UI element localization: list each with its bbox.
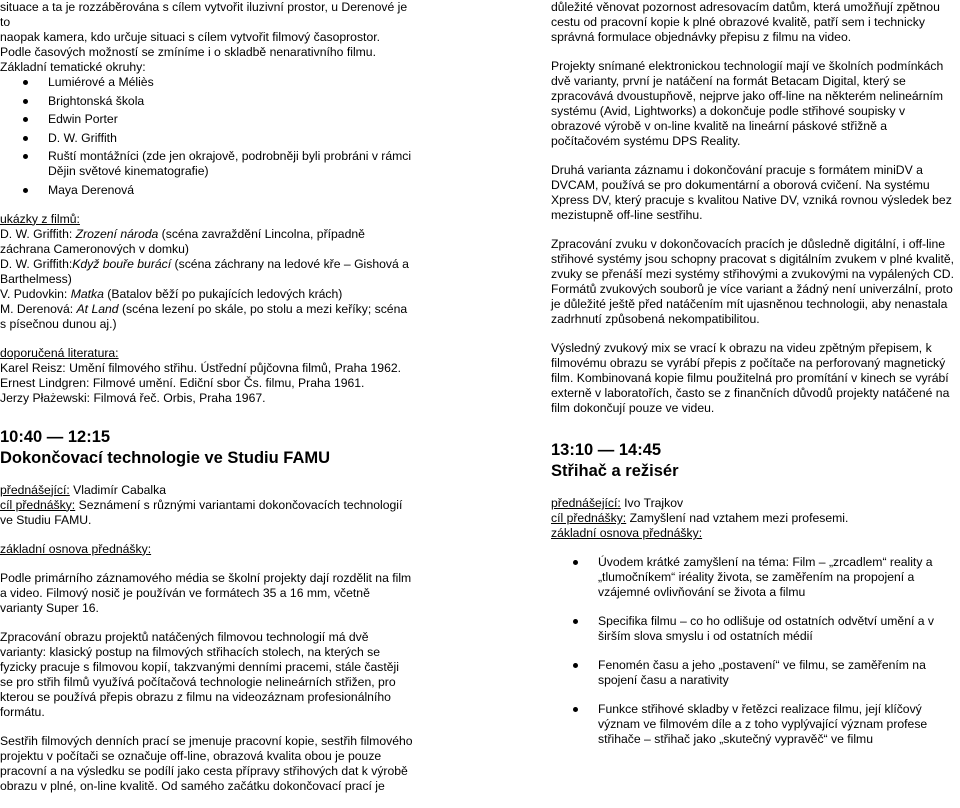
outline-heading: základní osnova přednášky: xyxy=(0,541,152,556)
topics-list xyxy=(0,75,415,198)
example-note: (Batalov běží po pukajících ledových krách) xyxy=(103,286,343,301)
list-item: Maya Derenová xyxy=(0,183,415,198)
intro-line: situace a ta je rozzáběrována s cílem vytvořit iluzivní prostor, u Derenové je to xyxy=(0,0,408,29)
literature-heading: doporučená literatura: xyxy=(0,345,119,360)
example-title: Zrození národa xyxy=(75,226,159,241)
example-author: D. W. Griffith: xyxy=(0,226,76,241)
lecturer-name: Ivo Trajkov xyxy=(620,496,684,510)
session-time: 13:10 — 14:45 xyxy=(551,441,662,459)
list-item: D. W. Griffith xyxy=(0,131,415,146)
lecturer-label: přednášející: xyxy=(0,482,70,497)
literature-item: Jerzy Płażewski: Filmová řeč. Orbis, Praha 1967. xyxy=(0,390,266,405)
list-item: Brightonská škola xyxy=(0,94,415,109)
example-author: D. W. Griffith: xyxy=(0,256,73,271)
paragraph: Druhá varianta záznamu i dokončování pracuje s formátem miniDV a DVCAM, používá se pro dokumentární a oborová cvičení. Na systému Xpress DV, který pracuje s kvalitou Native DV, vzniká rovnou výsledek bez mezistupně off-line sestřihu. xyxy=(551,163,952,222)
paragraph: důležité věnovat pozornost adresovacím datům, která umožňují zpětnou cestu od pracovní kopie k plné obrazové kvalitě, patří sem i technicky správná formulace objednávky přepisu z filmu na video. xyxy=(551,0,940,44)
literature-item: Ernest Lindgren: Filmové umění. Ediční sbor Čs. filmu, Praha 1961. xyxy=(0,375,365,390)
example-title: Matka xyxy=(70,286,104,301)
example-note: (scéna lezení po skále, po stolu a mezi keříky; scéna s písečnou dunou aj.) xyxy=(0,301,408,331)
example-item xyxy=(0,227,415,257)
goal-text: Zamyšlení nad vztahem mezi profesemi. xyxy=(626,511,849,525)
example-note: (scéna záchrany na ledové kře – Gishová a Barthelmess) xyxy=(0,256,409,286)
goal-label: cíl přednášky: xyxy=(551,511,627,525)
literature-item: Karel Reisz: Umění filmového střihu. Ústřední půjčovna filmů, Praha 1962. xyxy=(0,360,402,375)
right-column xyxy=(551,0,956,761)
lecturer-name: Vladimír Cabalka xyxy=(69,482,166,497)
session-time: 10:40 — 12:15 xyxy=(0,427,111,446)
example-item xyxy=(0,257,415,287)
list-item: Ruští montážníci (zde jen okrajově, podrobněji byli probráni v rámci Dějin světové kinematografie) xyxy=(0,149,415,179)
example-item xyxy=(0,302,415,332)
example-note: (scéna zavraždění Lincolna, případně záchrana Cameronových v domku) xyxy=(0,226,365,256)
paragraph: Zpracování zvuku v dokončovacích pracích je důsledně digitální, i off-line střihové systémy jsou schopny pracovat s digitálním zvukem v plné kvalitě, zvuky se přenáší mezi systémy střihovými a zvukovými na vypálených CD. Formátů zvukových souborů je více variant a žádný není univerzální, proto je důležité ještě před natáčením mít ujasněnou technologii, aby nenastala zadrhnutí způsobená nekompatibilitou. xyxy=(551,237,955,326)
goal-label: cíl přednášky: xyxy=(0,497,76,512)
outline-heading: základní osnova přednášky: xyxy=(551,526,703,540)
example-author: V. Pudovkin: xyxy=(0,286,71,301)
paragraph: Sestřih filmových denních prací se jmenuje pracovní kopie, sestřih filmového projektu v počítači se označuje off-line, obrazová kvalita obou je pouze pracovní a na výsledku se podílí jako cesta přípravy střihových dat k výrobě obrazu v plné, on-line kvalitě. Od samého začátku dokončovací prací je xyxy=(0,733,413,793)
session-title: Střihač a režisér xyxy=(551,462,679,480)
list-item: Specifika filmu – co ho odlišuje od ostatních odvětví umění a v širším slova smyslu i od ostatních médií xyxy=(551,614,956,644)
list-item: Úvodem krátké zamyšlení na téma: Film – „zrcadlem“ reality a „tlumočníkem“ iréality života, se zaměřením na propojení a vzájemné ovlivňování se života a filmu xyxy=(551,555,956,600)
example-title: Když bouře burácí xyxy=(72,256,172,271)
examples-heading: ukázky z filmů: xyxy=(0,211,80,226)
example-item xyxy=(0,287,415,302)
lecturer-line xyxy=(0,483,415,498)
list-item: Edwin Porter xyxy=(0,112,415,127)
session-title: Dokončovací technologie ve Studiu FAMU xyxy=(0,448,331,467)
lecturer-label: přednášející: xyxy=(551,496,621,510)
example-author: M. Derenová: xyxy=(0,301,77,316)
paragraph: Podle primárního záznamového média se školní projekty dají rozdělit na film a video. Filmový nosič je používán ve formátech 35 a 16 mm, včetně varianty Super 16. xyxy=(0,570,412,615)
list-item: Lumiérové a Méliès xyxy=(0,75,415,90)
intro-line: naopak kamera, kdo určuje situaci s cílem vytvořit filmový časoprostor. xyxy=(0,30,380,44)
example-title: At Land xyxy=(76,301,119,316)
goal-text: Seznámení s různými variantami dokončovacích technologií ve Studiu FAMU. xyxy=(0,497,403,527)
lecturer-line xyxy=(551,496,956,511)
outline-list xyxy=(551,555,956,747)
goal-line xyxy=(551,511,956,526)
goal-line xyxy=(0,498,415,528)
list-item: Fenomén času a jeho „postavení“ ve filmu, se zaměřením na spojení času a narativity xyxy=(551,658,956,688)
topics-heading: Základní tematické okruhy: xyxy=(0,60,146,74)
paragraph: Výsledný zvukový mix se vrací k obrazu na videu zpětným přepisem, k filmovému obrazu se vyrábí přepis z počítače na perforovaný magnetický film. Kombinovaná kopie filmu použitelná pro promítání v kinech se vyrábí externě v laboratořích, často se z finančních důvodů projekty natáčené na film dokončují pouze ve videu. xyxy=(551,341,950,415)
list-item: Funkce střihové skladby v řetězci realizace filmu, její klíčový význam ve filmovém díle a z toho vyplývající význam profese střihače – střihač jako „skutečný vypravěč“ ve filmu xyxy=(551,702,956,747)
left-column xyxy=(0,0,415,808)
paragraph: Zpracování obrazu projektů natáčených filmovou technologií má dvě varianty: klasický postup na filmových střihacích stolech, na kterých se fyzicky pracuje s filmovou kopií, takzvanými denními pracemi, stále častěji se pro střih filmů využívá počítačová technologie nelineárních střižen, pro kterou se používá přepis obrazu z filmu na videozáznam profesionálního formátu. xyxy=(0,629,399,719)
intro-line: Podle časových možností se zmíníme i o skladbě nenarativního filmu. xyxy=(0,45,376,59)
paragraph: Projekty snímané elektronickou technologií mají ve školních podmínkách dvě varianty, první je natáčení na formát Betacam Digital, který se zpracovává dvoustupňově, nejprve jako off-line na některém nelineárním systému (Avid, Lightworks) a dokončuje podle střihové soupisky v obrazové výrobě v on-line kvalitě na lineární páskové střižně a počítačovém systému DPS Reality. xyxy=(551,59,944,148)
